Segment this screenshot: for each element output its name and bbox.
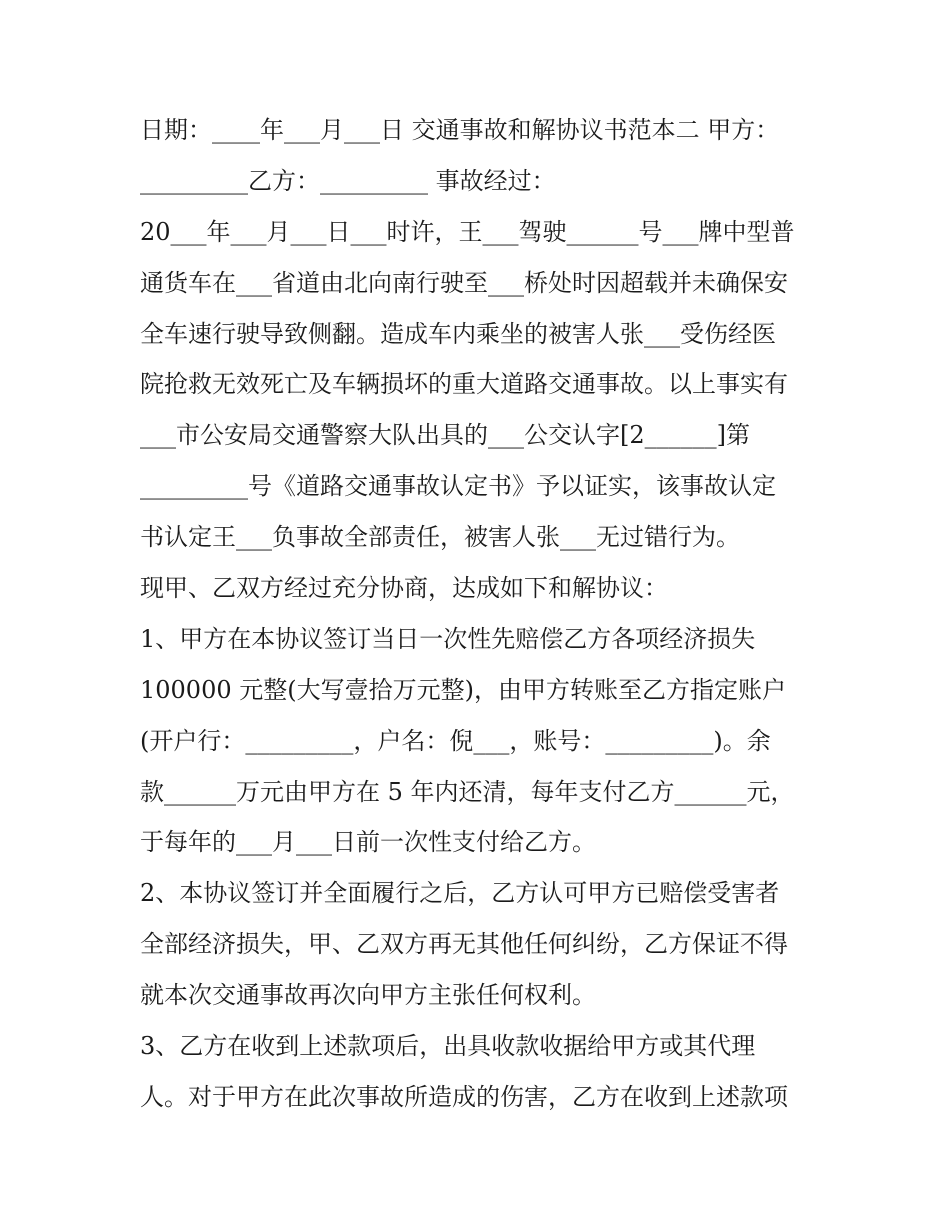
text-line: 全部经济损失，甲、乙双方再无其他任何纠纷，乙方保证不得 bbox=[140, 930, 788, 959]
text-line: (开户行：_________，户名：倪___，账号：_________)。余 bbox=[140, 726, 771, 755]
text-line: ___市公安局交通警察大队出具的___公交认字[2______]第 bbox=[140, 421, 750, 450]
text-line: _________号《道路交通事故认定书》予以证实，该事故认定 bbox=[140, 472, 776, 501]
text-line: 1、甲方在本协议签订当日一次性先赔偿乙方各项经济损失 bbox=[140, 624, 756, 653]
text-line: 2、本协议签订并全面履行之后，乙方认可甲方已赔偿受害者 bbox=[140, 879, 780, 908]
text-line: 现甲、乙双方经过充分协商，达成如下和解协议： bbox=[140, 574, 668, 603]
text-line: 就本次交通事故再次向甲方主张任何权利。 bbox=[140, 981, 596, 1010]
text-line: 款______万元由甲方在 5 年内还清，每年支付乙方______元， bbox=[140, 777, 795, 806]
text-line: 院抢救无效死亡及车辆损坏的重大道路交通事故。以上事实有 bbox=[140, 370, 788, 399]
text-line: 书认定王___负事故全部责任，被害人张___无过错行为。 bbox=[140, 523, 740, 552]
agreement-body bbox=[140, 105, 820, 1123]
text-line: 人。对于甲方在此次事故所造成的伤害，乙方在收到上述款项 bbox=[140, 1082, 788, 1111]
text-line: 日期：____年___月___日 交通事故和解协议书范本二 甲方： bbox=[140, 116, 780, 144]
text-line: 于每年的___月___日前一次性支付给乙方。 bbox=[140, 828, 596, 857]
text-line: 通货车在___省道由北向南行驶至___桥处时因超载并未确保安 bbox=[140, 268, 788, 297]
text-line: 全车速行驶导致侧翻。造成车内乘坐的被害人张___受伤经医 bbox=[140, 319, 776, 348]
text-line: 100000 元整(大写壹拾万元整)，由甲方转账至乙方指定账户 bbox=[140, 675, 786, 704]
text-line: 20___年___月___日___时许，王___驾驶______号___牌中型普 bbox=[140, 217, 795, 246]
text-line: 3、乙方在收到上述款项后，出具收款收据给甲方或其代理 bbox=[140, 1032, 756, 1061]
text-line: _________乙方：_________ 事故经过： bbox=[140, 166, 556, 195]
